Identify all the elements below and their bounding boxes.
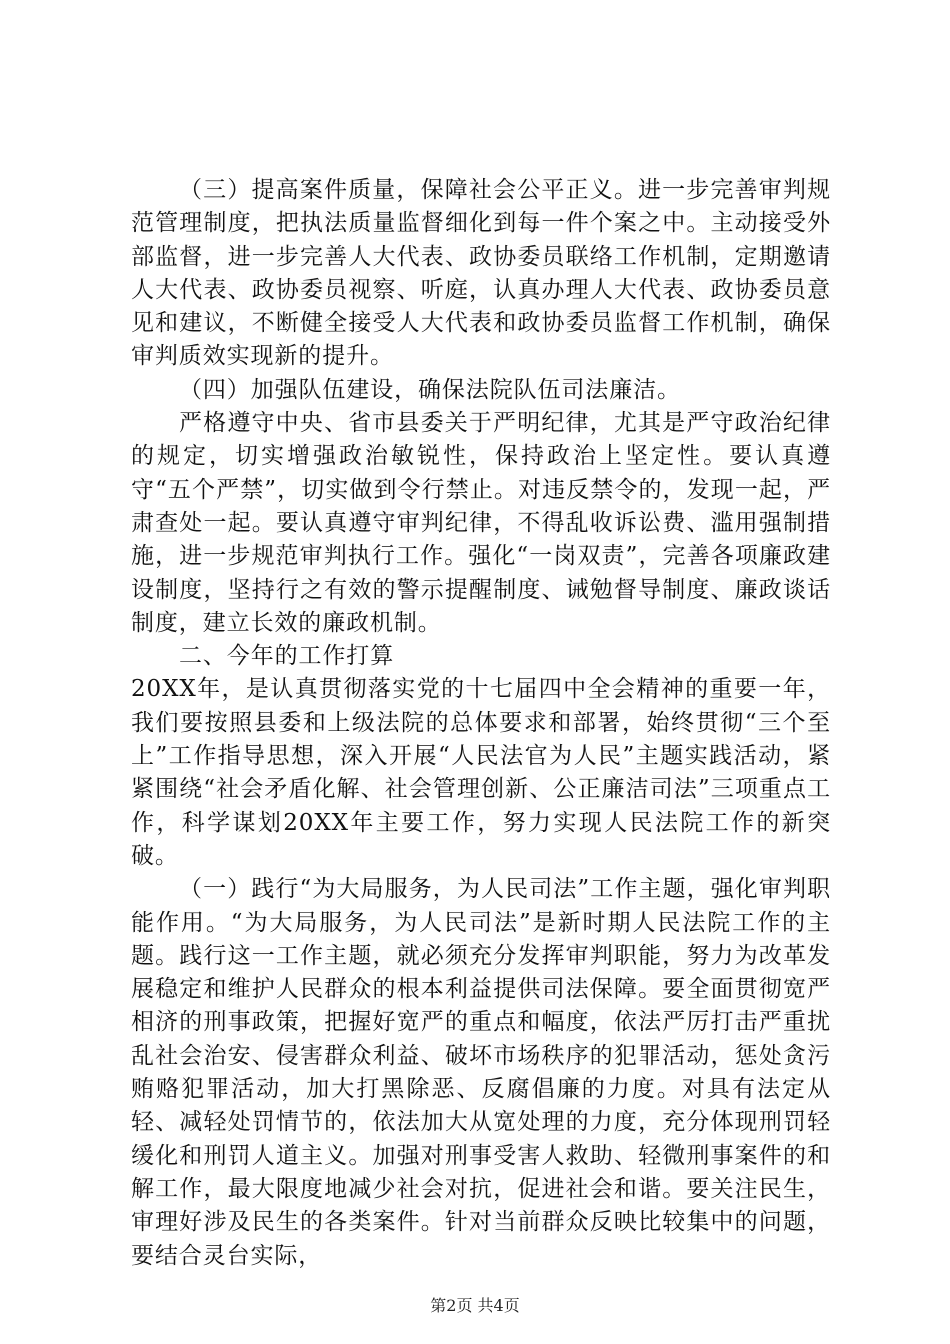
paragraph-section-3: （三）提高案件质量，保障社会公平正义。进一步完善审判规范管理制度，把执法质量监督细化到每一件个案之中。主动接受外部监督，进一步完善人大代表、政协委员联络工作机制，定期邀请人大代表、政协委员视察、听庭，认真办理人大代表、政协委员意见和建议，不断健全接受人大代表和政协委员监督工作机制，确保审判质效实现新的提升。 <box>131 177 831 370</box>
paragraph-year-overview: 20XX年，是认真贯彻落实党的十七届四中全会精神的重要一年，我们要按照县委和上级法院的总体要求和部署，始终贯彻“三个至上”工作指导思想，深入开展“人民法官为人民”主题实践活动，紧紧围绕“社会矛盾化解、社会管理创新、公正廉洁司法”三项重点工作，科学谋划20XX年主要工作，努力实现人民法院工作的新突破。 <box>131 676 831 869</box>
paragraph-section-4-heading: （四）加强队伍建设，确保法院队伍司法廉洁。 <box>179 376 681 403</box>
page-number-footer: 第2页 共4页 <box>430 1296 520 1315</box>
paragraph-discipline: 严格遵守中央、省市县委关于严明纪律，尤其是严守政治纪律的规定，切实增强政治敏锐性，保持政治上坚定性。要认真遵守“五个严禁”，切实做到令行禁止。对违反禁令的，发现一起，严肃查处一起。要认真遵守审判纪律，不得乱收诉讼费、滥用强制措施，进一步规范审判执行工作。强化“一岗双责”，完善各项廉政建设制度，坚持行之有效的警示提醒制度、诫勉督导制度、廉政谈话制度，建立长效的廉政机制。 <box>131 410 831 636</box>
section-heading-work-plan: 二、今年的工作打算 <box>179 643 395 670</box>
document-body <box>131 174 831 1273</box>
paragraph-plan-item-1: （一）践行“为大局服务，为人民司法”工作主题，强化审判职能作用。“为大局服务，为人民司法”是新时期人民法院工作的主题。践行这一工作主题，就必须充分发挥审判职能，努力为改革发展稳定和维护人民群众的根本利益提供司法保障。要全面贯彻宽严相济的刑事政策，把握好宽严的重点和幅度，依法严厉打击严重扰乱社会治安、侵害群众利益、破坏市场秩序的犯罪活动，惩处贪污贿赂犯罪活动，加大打黑除恶、反腐倡廉的力度。对具有法定从轻、减轻处罚情节的，依法加大从宽处理的力度，充分体现刑罚轻缓化和刑罚人道主义。加强对刑事受害人救助、轻微刑事案件的和解工作，最大限度地减少社会对抗，促进社会和谐。要关注民生，审理好涉及民生的各类案件。针对当前群众反映比较集中的问题，要结合灵台实际， <box>131 876 831 1269</box>
